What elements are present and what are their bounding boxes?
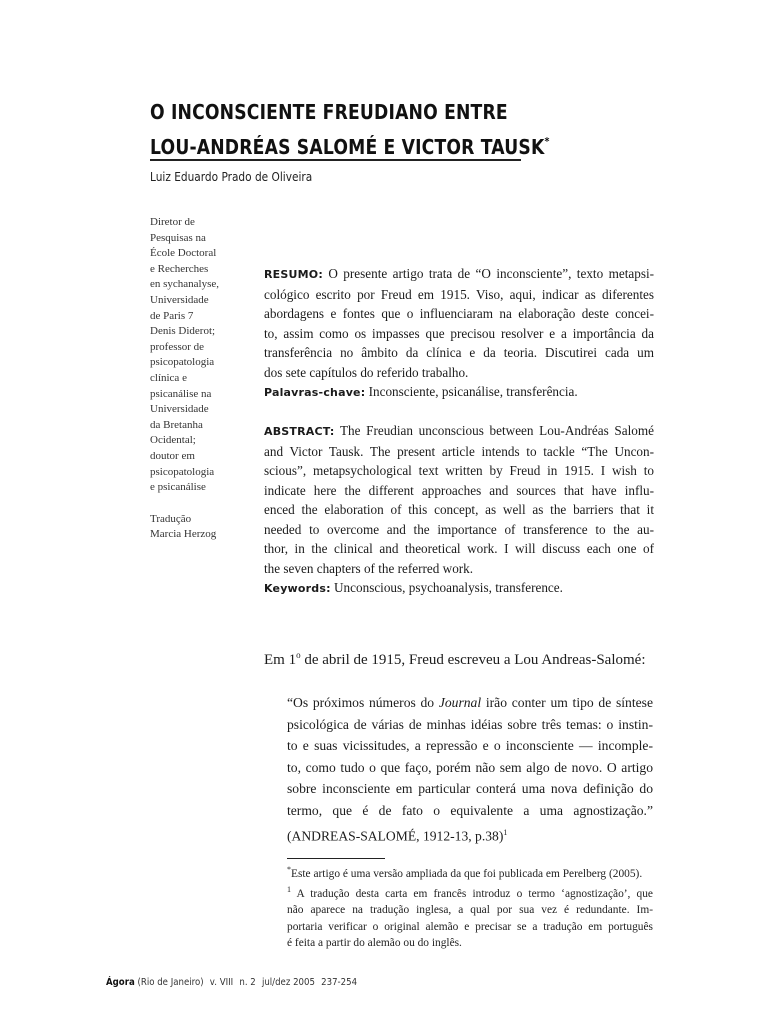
abstract-line: needed to overcome and the importance of transference to the au- — [264, 521, 654, 537]
affiliation-line: Universidade — [150, 403, 209, 416]
footnote-1-line — [287, 882, 653, 902]
journal-name: Ágora — [106, 977, 135, 988]
affiliation-line: psicanálise na — [150, 387, 212, 400]
footnote-reference[interactable]: 1 — [503, 827, 508, 837]
resumo-line: abordagens e fontes que o influenciaram na elaboração deste concei- — [264, 306, 654, 321]
quote-journal-title: Journal — [438, 695, 482, 710]
resumo-line — [264, 264, 654, 285]
footnote-1-text: A tradução desta carta em francês introduz o termo ‘agnostização’, que — [291, 888, 653, 900]
footnote-star-text: Este artigo é uma versão ampliada da que foi publicada em Perelberg (2005). — [291, 867, 643, 880]
affiliation-line: da Bretanha — [150, 418, 203, 431]
resumo-line: to, assim como os impasses que precisou resolver e a importância da — [264, 325, 654, 341]
affiliation — [150, 215, 240, 496]
affiliation-line: de Paris 7 — [150, 309, 194, 322]
title-line-1: O INCONSCIENTE FREUDIANO ENTRE — [150, 100, 508, 124]
running-footer — [106, 977, 361, 988]
abstract-keywords-text: Unconscious, psychoanalysis, transference. — [334, 580, 563, 595]
quote-line: psicológica de várias de minhas idéias sobre três temas: o instin- — [287, 716, 653, 732]
quote-line — [287, 692, 653, 714]
ordinal-marker: o — [296, 650, 301, 660]
quote-line: to, como tudo o que faço, porém não sem algo de novo. O artigo — [287, 759, 653, 775]
abstract-label: ABSTRACT: — [264, 425, 335, 438]
footnotes — [287, 862, 653, 952]
affiliation-line: doutor em — [150, 449, 195, 462]
footnote-1-line: portaria verificar o original alemão e precisar se a tradução em português — [287, 920, 653, 933]
affiliation-line: École Doctoral — [150, 247, 217, 260]
translation-credit — [150, 512, 240, 543]
article-title — [150, 97, 550, 162]
title-line-2 — [150, 127, 550, 162]
author-name: Luiz Eduardo Prado de Oliveira — [150, 170, 313, 184]
affiliation-line: Universidade — [150, 293, 209, 306]
abstract-line: scious”, metapsychological text written by Freud in 1915. I wish to — [264, 463, 654, 478]
block-quote — [287, 692, 653, 847]
affiliation-line: clínica e — [150, 371, 187, 384]
resumo-text: O presente artigo trata de “O inconsciente”, texto metapsi- — [328, 266, 655, 281]
abstract-line: indicate here the different approaches and sources that have influ- — [264, 482, 654, 498]
affiliation-line: professor de — [150, 340, 205, 353]
body-lead-paragraph — [264, 650, 645, 669]
affiliation-line: Ocidental; — [150, 434, 196, 447]
quote-text: “Os próximos números do — [287, 695, 439, 710]
footnote-1-marker: 1 — [287, 885, 291, 895]
affiliation-line: en sychanalyse, — [150, 278, 220, 291]
journal-date: jul/dez 2005 — [261, 977, 315, 988]
abstract-line: the seven chapters of the referred work. — [264, 560, 474, 576]
title-footnote-marker: * — [544, 135, 550, 148]
resumo-keywords — [264, 382, 654, 403]
affiliation-line: Denis Diderot; — [150, 325, 216, 338]
resumo-keywords-text: Inconsciente, psicanálise, transferência. — [368, 384, 578, 399]
citation-text: (ANDREAS-SALOMÉ, 1912-13, p.38) — [287, 828, 504, 844]
resumo-line: transferência no âmbito da clínica e da teoria. Discutirei cada um — [264, 345, 654, 360]
footnote-1-line: é feita a partir do alemão ou do inglês. — [287, 937, 462, 950]
abstract-section — [264, 421, 654, 599]
footnote-star-marker: * — [287, 865, 291, 874]
title-line-2-text: LOU-ANDRÉAS SALOMÉ E VICTOR TAUSK — [150, 135, 545, 159]
affiliation-line: psicopatologia — [150, 356, 215, 369]
translation-line: Marcia Herzog — [150, 528, 217, 541]
journal-volume: v. VIII — [209, 977, 234, 988]
affiliation-line: Diretor de — [150, 216, 195, 228]
quote-line: sobre inconsciente em particular conterá uma nova definição do — [287, 781, 653, 797]
abstract-keywords-label: Keywords: — [264, 582, 331, 595]
translation-line: Tradução — [150, 512, 192, 525]
affiliation-line: e Recherches — [150, 262, 209, 275]
footnote-rule — [287, 858, 385, 859]
journal-number: n. 2 — [239, 977, 256, 988]
lead-text-start: Em 1 — [264, 652, 297, 668]
abstract-line: enced the elaboration of this concept, as well as the barriers that it — [264, 502, 654, 517]
quote-text: irão conter um tipo de síntese — [481, 695, 653, 710]
quote-citation — [287, 822, 653, 847]
abstract-line: and Victor Tausk. The present article intends to tackle “The Uncon- — [264, 443, 654, 459]
quote-line: termo, que é de fato o equivalente a uma agnostização.” — [287, 802, 653, 818]
resumo-line: dos sete capítulos do referido trabalho. — [264, 364, 469, 380]
affiliation-line: psicopatologia — [150, 465, 215, 478]
resumo-keywords-label: Palavras-chave: — [264, 386, 366, 399]
resumo-section — [264, 264, 654, 403]
footnote-star — [287, 862, 653, 882]
resumo-line: cológico escrito por Freud em 1915. Viso, aqui, indicar as diferentes — [264, 286, 654, 302]
abstract-keywords — [264, 578, 654, 599]
affiliation-line: e psicanálise — [150, 481, 206, 494]
footnote-1-line: não aparece na tradução inglesa, a qual por sua vez é redundante. Im- — [287, 904, 653, 917]
affiliation-line: Pesquisas na — [150, 231, 206, 244]
lead-text-end: de abril de 1915, Freud escreveu a Lou Andreas-Salomé: — [300, 652, 646, 668]
resumo-label: RESUMO: — [264, 268, 323, 281]
abstract-line — [264, 421, 654, 442]
sidebar-gap — [150, 496, 240, 512]
title-rule — [150, 159, 521, 161]
abstract-text: The Freudian unconscious between Lou-Andréas Salomé — [339, 423, 654, 438]
journal-place: (Rio de Janeiro) — [137, 977, 204, 988]
page-range: 237-254 — [321, 977, 358, 988]
quote-line: to e suas vicissitudes, a repressão e o inconsciente — incomple- — [287, 738, 653, 754]
abstract-line: thor, in the clinical and theoretical work. I will discuss each one of — [264, 541, 654, 556]
author-sidebar — [150, 215, 240, 543]
